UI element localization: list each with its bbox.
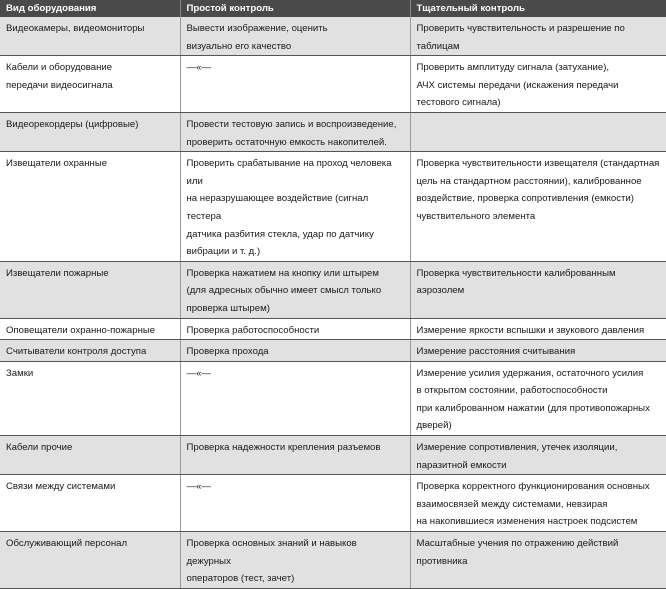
cell-line: аэрозолем [416, 285, 465, 297]
simple-control-cell [180, 532, 410, 589]
table-row [0, 532, 666, 589]
cell-line: Замки [6, 367, 34, 379]
table-row [0, 361, 666, 435]
cell-line: чувствительного элемента [416, 210, 536, 222]
cell-line: передачи видеосигнала [6, 79, 113, 91]
cell-line: Проверить срабатывание на проход человека или [186, 158, 392, 187]
cell-line: Кабели прочие [6, 442, 73, 454]
cell-line: —«— [186, 367, 212, 379]
equipment-cell [0, 340, 180, 362]
cell-line: Извещатели пожарные [6, 267, 109, 279]
thorough-control-cell [410, 436, 666, 475]
cell-line: операторов (тест, зачет) [186, 573, 295, 585]
cell-line: датчика разбития стекла, удар по датчику [186, 228, 374, 240]
header-simple-control: Простой контроль [180, 0, 410, 17]
cell-line: Проверка работоспособности [186, 324, 320, 336]
cell-line: Обслуживающий персонал [6, 538, 128, 550]
cell-line: Видеокамеры, видеомониторы [6, 23, 145, 34]
cell-line: проверить остаточную емкость накопителей. [186, 136, 387, 148]
cell-line: Провести тестовую запись и воспроизведение, [186, 118, 397, 130]
thorough-control-cell [410, 475, 666, 532]
header-thorough-control: Тщательный контроль [410, 0, 666, 17]
thorough-control-cell [410, 361, 666, 435]
cell-line: вибрации и т. д.) [186, 246, 261, 258]
equipment-cell [0, 532, 180, 589]
equipment-cell [0, 261, 180, 318]
thorough-control-cell [410, 152, 666, 262]
simple-control-cell [180, 152, 410, 262]
table-row [0, 17, 666, 56]
cell-line: цель на стандартном расстоянии), калиброванное [416, 175, 642, 187]
cell-line: Проверка корректного функционирования основных [416, 481, 650, 493]
cell-line: Масштабные учения по отражению действий [416, 538, 619, 550]
cell-line: Проверка основных знаний и навыков дежурных [186, 538, 357, 567]
cell-line: Кабели и оборудование [6, 62, 113, 74]
equipment-cell [0, 475, 180, 532]
table-row [0, 56, 666, 113]
cell-line: —«— [186, 481, 212, 493]
equipment-cell [0, 361, 180, 435]
thorough-control-cell [410, 17, 666, 56]
cell-line: паразитной емкости [416, 459, 507, 471]
thorough-control-cell [410, 261, 666, 318]
cell-line: Вывести изображение, оценить [186, 23, 328, 34]
table-row [0, 261, 666, 318]
header-equipment: Вид оборудования [0, 0, 180, 17]
cell-line: АЧХ системы передачи (искажения передачи [416, 79, 619, 91]
thorough-control-cell [410, 318, 666, 340]
cell-line: взаимосвязей между системами, невзирая [416, 498, 608, 510]
simple-control-cell [180, 436, 410, 475]
cell-line: Проверка надежности крепления разъемов [186, 442, 381, 454]
cell-line: Измерение расстояния считывания [416, 346, 576, 358]
thorough-control-cell [410, 56, 666, 113]
cell-line: дверей) [416, 420, 452, 432]
cell-line: на накопившиеся изменения настроек подсистем [416, 516, 638, 528]
cell-line: в открытом состоянии, работоспособности [416, 385, 608, 397]
simple-control-cell [180, 17, 410, 56]
cell-line: воздействие, проверка сопротивления (емкости) [416, 193, 634, 205]
table-row [0, 318, 666, 340]
cell-line: Оповещатели охранно-пожарные [6, 324, 156, 336]
cell-line: (для адресных обычно имеет смысл только [186, 285, 382, 297]
equipment-cell [0, 56, 180, 113]
table-row [0, 152, 666, 262]
cell-line: Связи между системами [6, 481, 116, 493]
cell-line: —«— [186, 62, 212, 74]
simple-control-cell [180, 112, 410, 151]
cell-line: проверка штырем) [186, 302, 270, 314]
cell-line: Проверить амплитуду сигнала (затухание), [416, 62, 610, 74]
equipment-cell [0, 436, 180, 475]
cell-line: Измерение яркости вспышки и звукового давления [416, 324, 645, 336]
cell-line: Проверка чувствительности извещателя (стандартная [416, 158, 660, 170]
simple-control-cell [180, 56, 410, 113]
cell-line: Проверить чувствительность и разрешение по таблицам [416, 23, 625, 52]
equipment-cell [0, 17, 180, 56]
equipment-cell [0, 112, 180, 151]
cell-line: Считыватели контроля доступа [6, 346, 147, 358]
table-row [0, 340, 666, 362]
cell-line: противника [416, 555, 468, 567]
cell-line: Измерение усилия удержания, остаточного усилия [416, 367, 644, 379]
table-row [0, 475, 666, 532]
cell-line: Видеорекордеры (цифровые) [6, 118, 139, 130]
cell-line: Проверка чувствительности калиброванным [416, 267, 616, 279]
simple-control-cell [180, 475, 410, 532]
table-row [0, 112, 666, 151]
thorough-control-cell [410, 112, 666, 151]
cell-line: при калиброванном нажатии (для противопожарных [416, 402, 650, 414]
cell-line: Проверка нажатием на кнопку или штырем [186, 267, 379, 279]
equipment-cell [0, 318, 180, 340]
cell-line: на неразрушающее воздействие (сигнал тестера [186, 193, 369, 222]
thorough-control-cell [410, 532, 666, 589]
cell-line: Измерение сопротивления, утечек изоляции, [416, 442, 618, 454]
cell-line: визуально его качество [186, 40, 292, 52]
table-row [0, 436, 666, 475]
cell-line: тестового сигнала) [416, 97, 501, 109]
simple-control-cell [180, 261, 410, 318]
simple-control-cell [180, 361, 410, 435]
simple-control-cell [180, 340, 410, 362]
cell-line: Извещатели охранные [6, 158, 108, 170]
cell-line: Проверка прохода [186, 346, 269, 358]
simple-control-cell [180, 318, 410, 340]
equipment-cell [0, 152, 180, 262]
thorough-control-cell [410, 340, 666, 362]
header-row [0, 0, 666, 17]
